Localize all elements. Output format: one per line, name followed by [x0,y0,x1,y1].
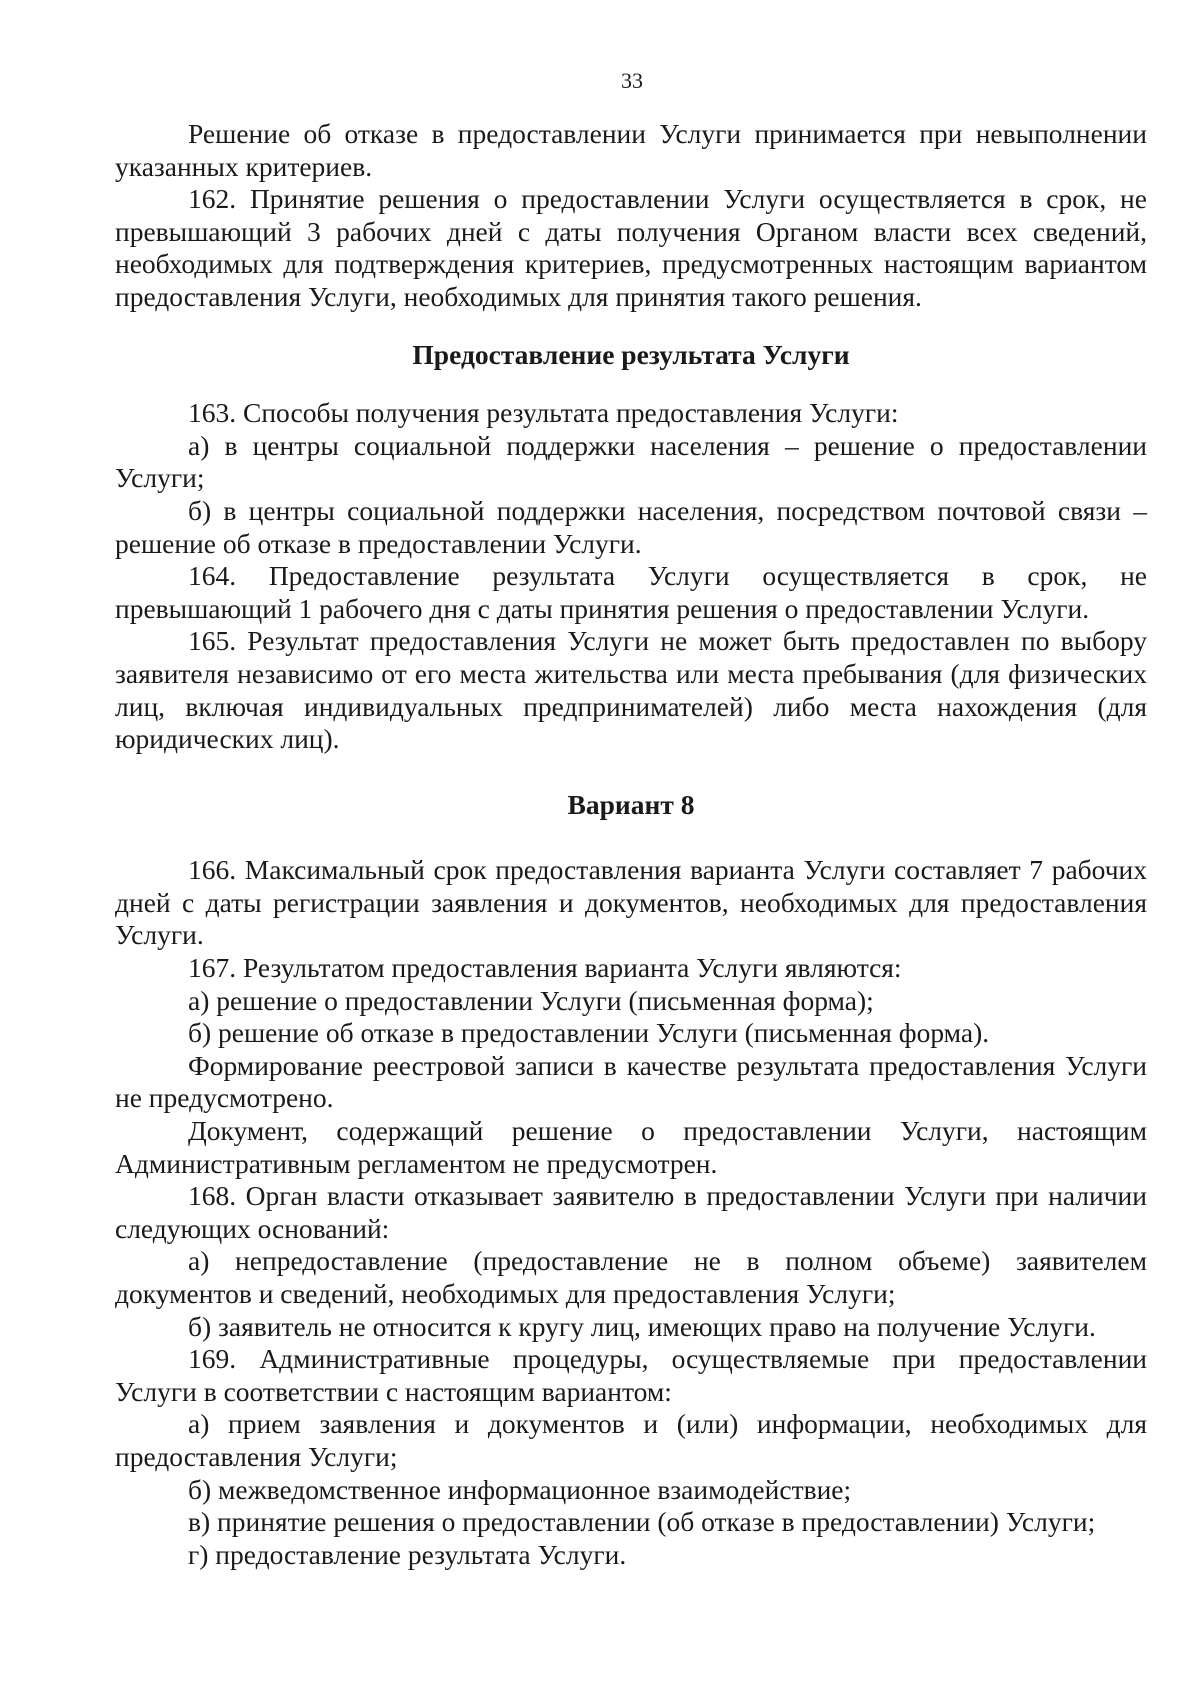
paragraph: а) непредоставление (предоставление не в полном объеме) заявителем документов и сведений, необходимых для предоставления Услуги; [115,1245,1147,1309]
paragraph: 164. Предоставление результата Услуги осуществляется в срок, не превышающий 1 рабочего дня с даты принятия решения о предоставлении Услуги. [115,560,1147,624]
document-body [115,118,1147,1571]
section-heading: Предоставление результата Услуги [412,338,850,370]
paragraph: 166. Максимальный срок предоставления варианта Услуги составляет 7 рабочих дней с даты регистрации заявления и документов, необходимых для предоставления Услуги. [115,854,1147,951]
paragraph: б) межведомственное информационное взаимодействие; [188,1473,852,1505]
paragraph: б) заявитель не относится к кругу лиц, имеющих право на получение Услуги. [188,1310,1096,1342]
section-heading: Вариант 8 [567,788,695,820]
paragraph: г) предоставление результата Услуги. [188,1538,627,1570]
paragraph: а) в центры социальной поддержки населения – решение о предоставлении Услуги; [115,429,1147,494]
paragraph: б) решение об отказе в предоставлении Услуги (письменная форма). [188,1017,990,1049]
paragraph: б) в центры социальной поддержки населения, посредством почтовой связи – решение об отказе в предоставлении Услуги. [115,494,1147,559]
paragraph: 162. Принятие решения о предоставлении Услуги осуществляется в срок, не превышающий 3 рабочих дней с даты получения Органом власти всех сведений, необходимых для подтверждения критериев, предусмотренных настоящим вариантом предоставления Услуги, необходимых для принятия такого решения. [115,183,1147,312]
paragraph: в) принятие решения о предоставлении (об отказе в предоставлении) Услуги; [188,1506,1096,1538]
paragraph: а) прием заявления и документов и (или) информации, необходимых для предоставления Услуги; [115,1408,1147,1472]
paragraph: 163. Способы получения результата предоставления Услуги: [188,397,899,429]
paragraph: 165. Результат предоставления Услуги не может быть предоставлен по выбору заявителя независимо от его места жительства или места пребывания (для физических лиц, включая индивидуальных предпринимателей) либо места нахождения (для юридических лиц). [115,625,1147,755]
paragraph: Формирование реестровой записи в качестве результата предоставления Услуги не предусмотрено. [115,1049,1147,1114]
paragraph: Документ, содержащий решение о предоставлении Услуги, настоящим Административным регламентом не предусмотрен. [115,1115,1147,1179]
paragraph: Решение об отказе в предоставлении Услуги принимается при невыполнении указанных критериев. [115,118,1147,182]
page-number: 33 [621,68,643,93]
paragraph: 167. Результатом предоставления варианта Услуги являются: [188,952,902,984]
paragraph: 168. Орган власти отказывает заявителю в предоставлении Услуги при наличии следующих оснований: [115,1180,1147,1244]
paragraph: а) решение о предоставлении Услуги (письменная форма); [188,984,874,1016]
paragraph: 169. Административные процедуры, осуществляемые при предоставлении Услуги в соответствии с настоящим вариантом: [115,1343,1147,1407]
